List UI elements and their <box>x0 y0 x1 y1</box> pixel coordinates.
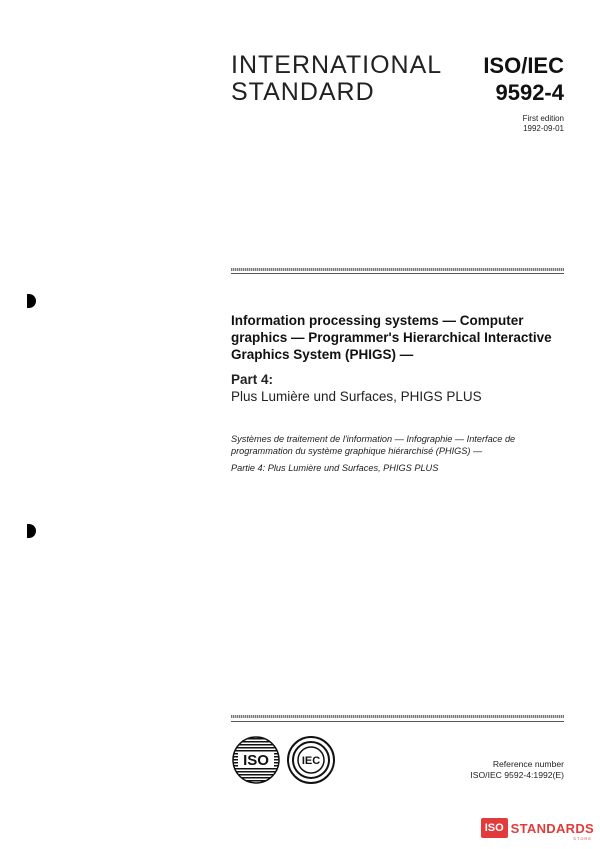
store-brand-sub: STORE <box>573 836 592 841</box>
store-brand[interactable] <box>481 817 594 839</box>
part-number: Part 4: <box>231 372 274 387</box>
document-type-line2: STANDARD <box>231 78 375 106</box>
store-brand-box: ISO <box>481 818 508 838</box>
top-rule <box>231 268 564 271</box>
store-brand-text: STANDARDS <box>510 820 594 836</box>
logos <box>231 735 341 790</box>
bottom-rule <box>231 715 564 718</box>
french-title: Systèmes de traitement de l'information — Infographie — Interface de programmation du système graphique hiérarchisé (PHIGS) — <box>231 434 516 456</box>
standard-number <box>483 52 564 106</box>
margin-marker-top <box>27 294 36 308</box>
reference-value: ISO/IEC 9592-4:1992(E) <box>470 769 564 780</box>
iec-logo <box>288 737 334 783</box>
document-type-line1: INTERNATIONAL <box>231 51 443 79</box>
iec-logo-text: IEC <box>301 755 321 767</box>
edition-label: First edition <box>522 114 564 123</box>
english-title: Information processing systems — Computer graphics — Programmer's Hierarchical Interactive Graphics System (PHIGS) — <box>231 313 552 362</box>
standard-number-line1: ISO/IEC <box>483 53 564 78</box>
edition-date: 1992-09-01 <box>523 124 564 133</box>
reference-label: Reference number <box>492 759 564 769</box>
french-title-block <box>231 434 571 475</box>
part-title: Plus Lumière und Surfaces, PHIGS PLUS <box>231 389 482 404</box>
iso-logo <box>233 737 279 783</box>
french-part-title: Partie 4: Plus Lumière und Surfaces, PHIGS PLUS <box>231 463 439 473</box>
reference-number <box>470 759 564 780</box>
document-type <box>231 52 442 106</box>
top-rule-thin <box>231 273 564 274</box>
iso-logo-text: ISO <box>243 752 269 769</box>
margin-marker-bottom <box>27 524 36 538</box>
standard-number-line2: 9592-4 <box>495 80 564 105</box>
bottom-rule-thin <box>231 721 564 722</box>
iso-iec-logos <box>231 735 341 785</box>
part-heading <box>231 371 566 405</box>
edition-info <box>523 114 564 134</box>
